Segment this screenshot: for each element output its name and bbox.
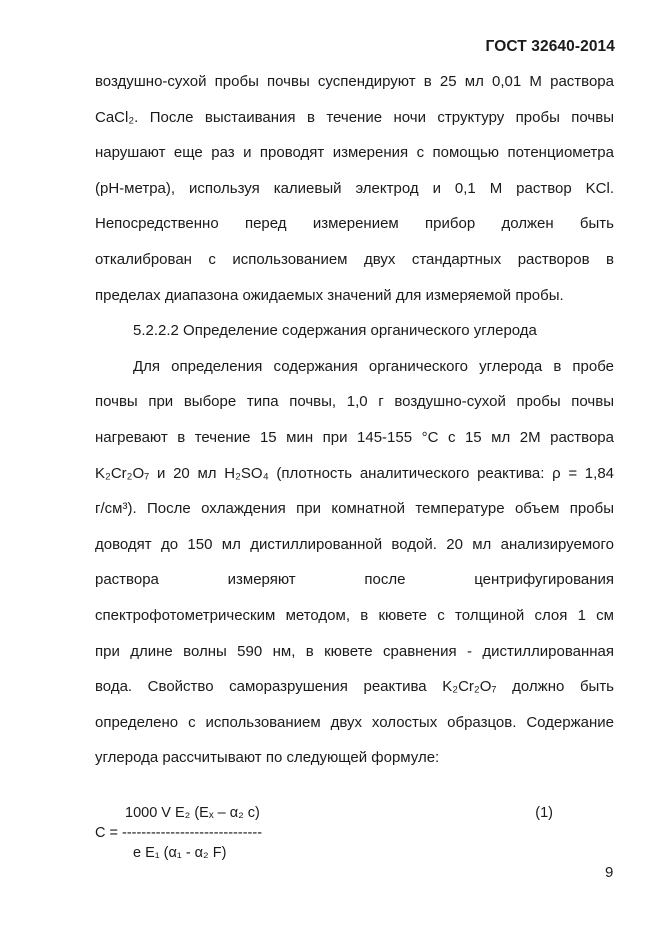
section-heading: 5.2.2.2 Определение содержания органического углерода [133, 322, 537, 340]
text-line: почвы при выборе типа почвы, 1,0 г воздушно-сухой пробы почвы [95, 393, 614, 411]
text-line: г/см³). После охлаждения при комнатной температуре объем пробы [95, 500, 614, 518]
formula-block [95, 803, 565, 863]
text-line: воздушно-сухой пробы почвы суспендируют в 25 мл 0,01 М раствора [95, 73, 614, 90]
standard-number: ГОСТ 32640-2014 [485, 38, 615, 55]
formula-numerator-row [95, 803, 565, 823]
formula-number: (1) [535, 805, 553, 821]
formula-lhs: C = ----------------------------- [95, 825, 263, 841]
document-body [95, 64, 614, 776]
paragraph-2 [95, 349, 614, 776]
text-line: Для определения содержания органического углерода в пробе [133, 357, 614, 375]
text-line: определено с использованием двух холостых образцов. Содержание [95, 713, 614, 731]
text-line: раствора измеряют после центрифугирования [95, 571, 614, 589]
text-line: K₂Cr₂O₇ и 20 мл H₂SO₄ (плотность аналитического реактива: ρ = 1,84 [95, 464, 614, 482]
text-line: откалиброван с использованием двух стандартных растворов в [95, 250, 614, 268]
text-line: нарушают еще раз и проводят измерения с помощью потенциометра [95, 144, 614, 162]
document-header [486, 38, 615, 56]
formula-numerator: 1000 V E₂ (Eₓ – α₂ c) [125, 805, 260, 821]
formula-denominator: e E₁ (α₁ - α₂ F) [133, 845, 227, 861]
formula-fraction-row [95, 823, 565, 843]
text-line: нагревают в течение 15 мин при 145-155 °С с 15 мл 2М раствора [95, 428, 614, 446]
page-number: 9 [605, 864, 614, 881]
text-line: CaCl₂. После выстаивания в течение ночи структуру пробы почвы [95, 108, 614, 126]
text-line: Непосредственно перед измерением прибор должен быть [95, 215, 614, 233]
text-line: при длине волны 590 нм, в кювете сравнения - дистиллированная [95, 642, 614, 660]
text-line: (pH-метра), используя калиевый электрод и 0,1 М раствор KCl. [95, 179, 614, 197]
text-line: пределах диапазона ожидаемых значений для измеряемой пробы. [95, 286, 564, 304]
text-line: спектрофотометрическим методом, в кювете с толщиной слоя 1 см [95, 606, 614, 624]
text-line: углерода рассчитывают по следующей формуле: [95, 749, 440, 767]
text-line: вода. Свойство саморазрушения реактива K₂Cr₂O₇ должно быть [95, 678, 614, 696]
paragraph-1 [95, 64, 614, 313]
formula-denominator-row [95, 843, 565, 863]
text-line: доводят до 150 мл дистиллированной водой. 20 мл анализируемого [95, 535, 614, 553]
